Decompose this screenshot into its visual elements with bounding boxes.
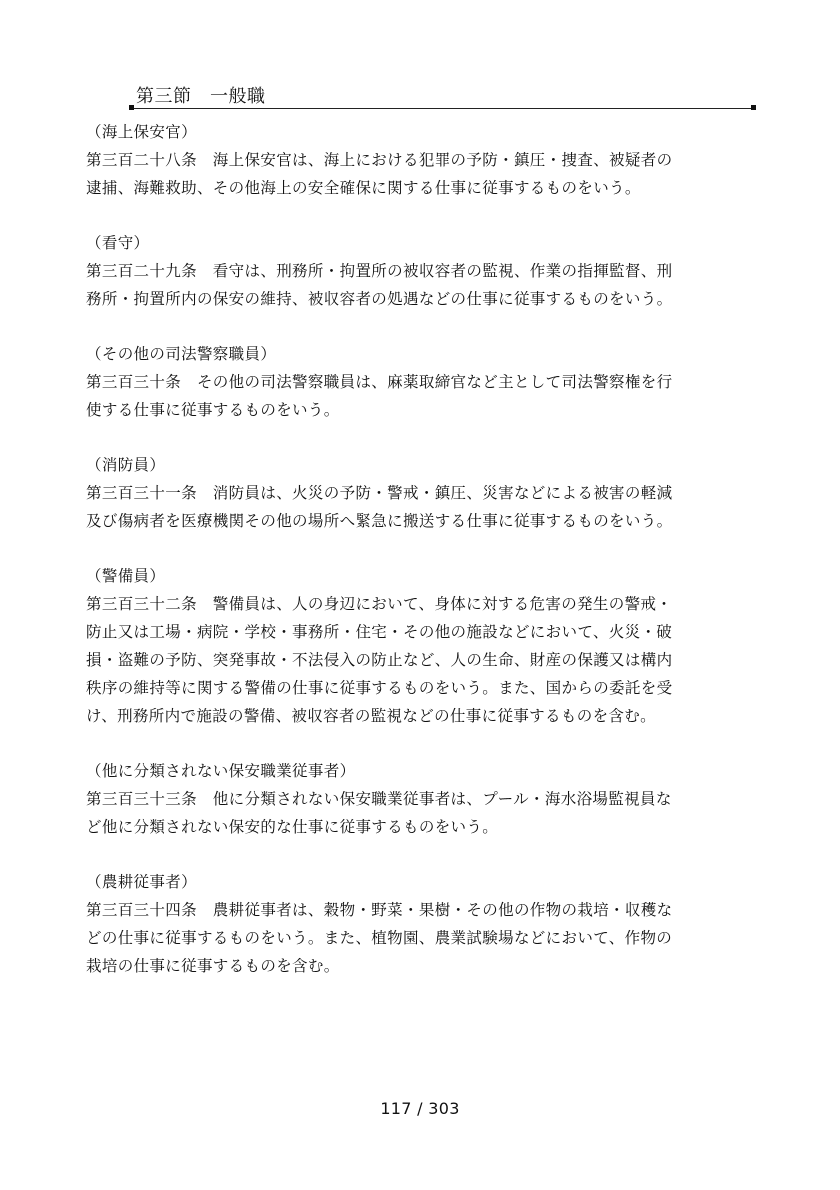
section-header: [130, 84, 755, 112]
article-list: [86, 118, 766, 1007]
article-text-line: どの仕事に従事するものをいう。また、植物園、農業試験場などにおいて、作物の: [86, 929, 673, 947]
article-text-line: 使する仕事に従事するものをいう。: [86, 401, 340, 419]
article-333: [86, 757, 766, 841]
underline-right-marker: [751, 105, 756, 110]
article-caption: （海上保安官）: [86, 123, 197, 141]
article-text-line: 第三百三十三条 他に分類されない保安職業従事者は、プール・海水浴場監視員な: [86, 790, 672, 808]
article-text-line: 第三百三十条 その他の司法警察職員は、麻薬取締官など主として司法警察権を行: [86, 373, 673, 391]
article-328: [86, 118, 766, 202]
article-331: [86, 451, 766, 535]
page-number: 117 / 303: [380, 1099, 460, 1118]
article-text-line: 逮捕、海難救助、その他海上の安全確保に関する仕事に従事するものをいう。: [86, 179, 641, 197]
article-caption: （警備員）: [86, 567, 166, 585]
article-text-line: 第三百三十四条 農耕従事者は、穀物・野菜・果樹・その他の作物の栽培・収穫な: [86, 901, 673, 919]
article-text-line: 第三百三十二条 警備員は、人の身辺において、身体に対する危害の発生の警戒・: [86, 595, 673, 613]
article-text-line: 務所・拘置所内の保安の維持、被収容者の処遇などの仕事に従事するものをいう。: [86, 290, 673, 308]
article-329: [86, 229, 766, 313]
article-caption: （消防員）: [86, 456, 166, 474]
article-330: [86, 340, 766, 424]
section-underline: [130, 108, 755, 109]
article-334: [86, 868, 766, 980]
article-caption: （農耕従事者）: [86, 873, 197, 891]
article-text-line: 防止又は工場・病院・学校・事務所・住宅・その他の施設などにおいて、火災・破: [86, 623, 673, 641]
article-text-line: け、刑務所内で施設の警備、被収容者の監視などの仕事に従事するものを含む。: [86, 707, 656, 725]
article-332: [86, 562, 766, 730]
article-text-line: 第三百三十一条 消防員は、火災の予防・警戒・鎮圧、災害などによる被害の軽減: [86, 484, 673, 502]
article-text-line: 損・盗難の予防、突発事故・不法侵入の防止など、人の生命、財産の保護又は構内: [86, 651, 673, 669]
underline-left-marker: [129, 105, 134, 110]
article-text-line: 及び傷病者を医療機関その他の場所へ緊急に搬送する仕事に従事するものをいう。: [86, 512, 673, 530]
article-text-line: 第三百二十八条 海上保安官は、海上における犯罪の予防・鎮圧・捜査、被疑者の: [86, 151, 673, 169]
article-text-line: 第三百二十九条 看守は、刑務所・拘置所の被収容者の監視、作業の指揮監督、刑: [86, 262, 673, 280]
article-text-line: 秩序の維持等に関する警備の仕事に従事するものをいう。また、国からの委託を受: [86, 679, 673, 697]
section-title: 第三節 一般職: [136, 86, 266, 107]
article-caption: （その他の司法警察職員）: [86, 345, 277, 363]
article-caption: （他に分類されない保安職業従事者）: [86, 762, 356, 780]
article-text-line: ど他に分類されない保安的な仕事に従事するものをいう。: [86, 818, 499, 836]
article-caption: （看守）: [86, 234, 150, 252]
article-text-line: 栽培の仕事に従事するものを含む。: [86, 957, 340, 975]
